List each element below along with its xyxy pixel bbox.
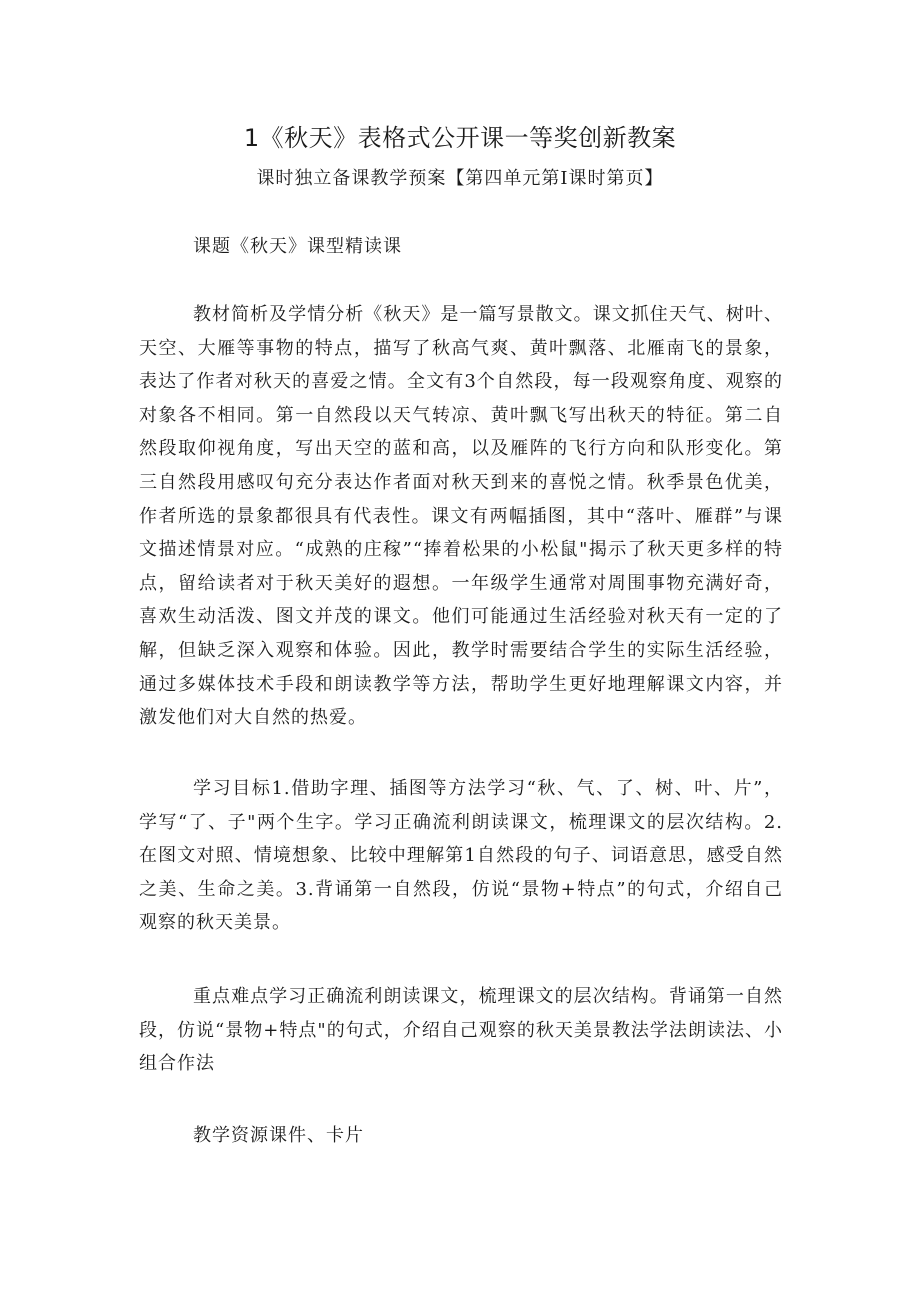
paragraph-key-points: 重点难点学习正确流利朗读课文，梳理课文的层次结构。背诵第一自然段，仿说“景物+特点"的句式，介绍自己观察的秋天美景教法学法朗读法、小组合作法 xyxy=(139,986,783,1075)
paragraph-lesson-topic: 课题《秋天》课型精读课 xyxy=(193,236,402,257)
paragraph-textbook-analysis: 教材简析及学情分析《秋天》是一篇写景散文。课文抓住天气、树叶、天空、大雁等事物的特点，描写了秋高气爽、黄叶飘落、北雁南飞的景象，表达了作者对秋天的喜爱之情。全文有3个自然段，每一段观察角度、观察的对象各不相同。第一自然段以天气转凉、黄叶飘飞写出秋天的特征。第二自然段取仰视角度，写出天空的蓝和高，以及雁阵的飞行方向和队形变化。第三自然段用感叹句充分表达作者面对秋天到来的喜悦之情。秋季景色优美，作者所选的景象都很具有代表性。课文有两幅插图，其中“落叶、雁群”与课文描述情景对应。“成熟的庄稼”“捧着松果的小松鼠"揭示了秋天更多样的特点，留给读者对于秋天美好的遐想。一年级学生通常对周围事物充满好奇，喜欢生动活泼、图文并茂的课文。他们可能通过生活经验对秋天有一定的了解，但缺乏深入观察和体验。因此，教学时需要结合学生的实际生活经验，通过多媒体技术手段和朗读教学等方法，帮助学生更好地理解课文内容，并激发他们对大自然的热爱。 xyxy=(139,304,783,729)
paragraph-learning-goals: 学习目标1.借助字理、插图等方法学习“秋、气、了、树、叶、片”，学写“了、子"两个生字。学习正确流利朗读课文，梳理课文的层次结构。2.在图文对照、情境想象、比较中理解第1自然段的句子、词语意思，感受自然之美、生命之美。3.背诵第一自然段，仿说“景物+特点”的句式，介绍自己观察的秋天美景。 xyxy=(139,778,783,934)
document-title: 1《秋天》表格式公开课一等奖创新教案 xyxy=(243,124,677,152)
paragraph-teaching-resources: 教学资源课件、卡片 xyxy=(193,1125,364,1146)
document-subtitle: 课时独立备课教学预案【第四单元第I课时第页】 xyxy=(256,168,664,189)
